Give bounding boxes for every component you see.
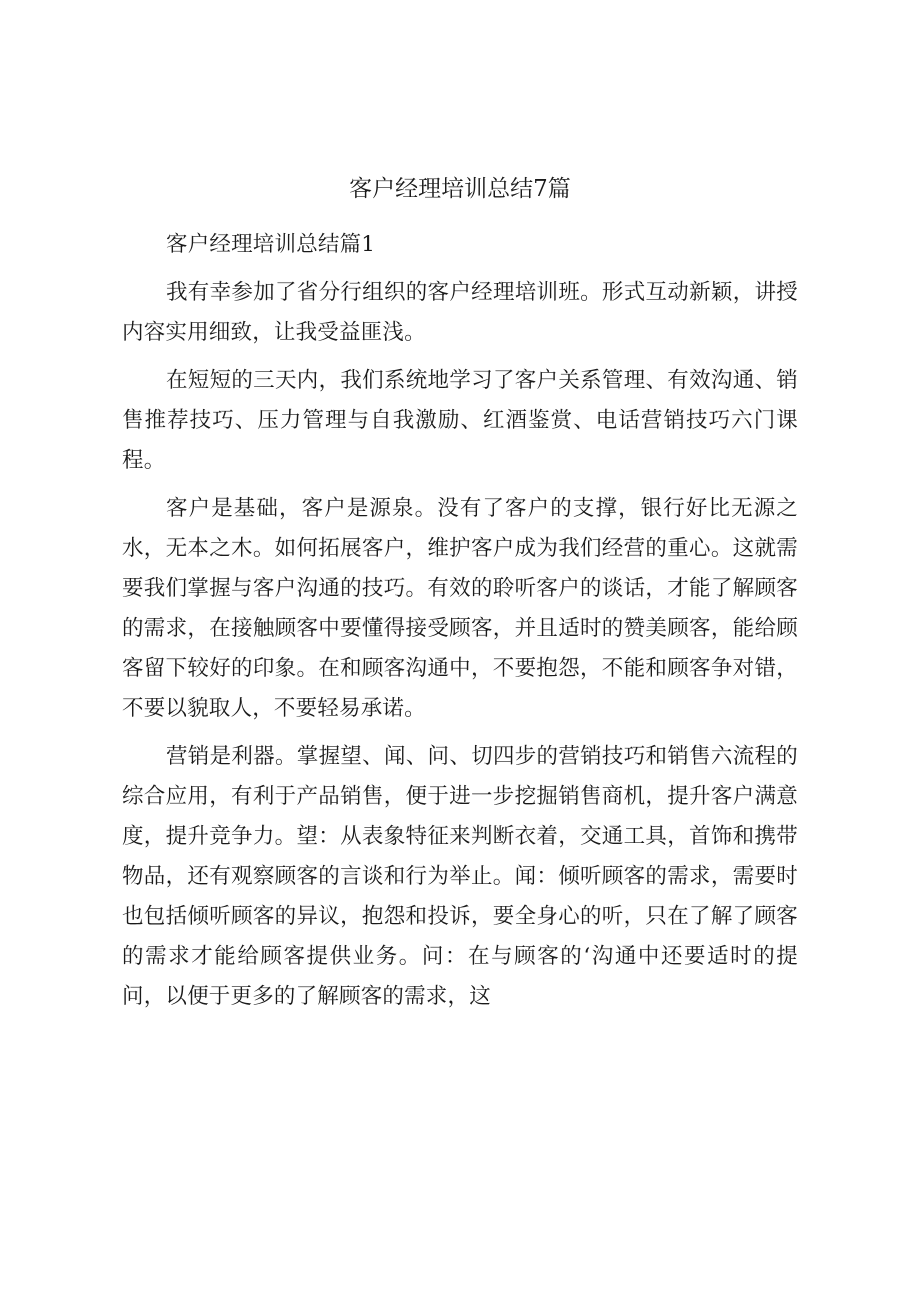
paragraph: 营销是利器。掌握望、闻、问、切四步的营销技巧和销售六流程的综合应用，有利于产品销售，便于进一步挖掘销售商机，提升客户满意度，提升竞争力。望：从表象特征来判断衣着，交通工具，首饰和携带物品，还有观察顾客的言谈和行为举止。闻：倾听顾客的需求，需要时也包括倾听顾客的异议，抱怨和投诉，要全身心的听，只在了解了顾客的需求才能给顾客提供业务。问：在与顾客的‘沟通中还要适时的提问，以便于更多的了解顾客的需求，这 <box>122 744 798 1009</box>
document-title: 客户经理培训总结7篇 <box>349 176 571 202</box>
paragraph: 客户是基础，客户是源泉。没有了客户的支撑，银行好比无源之水，无本之木。如何拓展客户，维护客户成为我们经营的重心。这就需要我们掌握与客户沟通的技巧。有效的聆听客户的谈话，才能了解顾客的需求，在接触顾客中要懂得接受顾客，并且适时的赞美顾客，能给顾客留下较好的印象。在和顾客沟通中，不要抱怨，不能和顾客争对错，不要以貌取人，不要轻易承诺。 <box>122 496 798 721</box>
paragraph: 在短短的三天内，我们系统地学习了客户关系管理、有效沟通、销售推荐技巧、压力管理与自我激励、红酒鉴赏、电话营销技巧六门课程。 <box>122 368 798 473</box>
paragraph: 我有幸参加了省分行组织的客户经理培训班。形式互动新颖，讲授内容实用细致，让我受益匪浅。 <box>122 280 798 345</box>
document-body <box>122 225 798 1025</box>
section-heading: 客户经理培训总结篇1 <box>166 232 376 257</box>
